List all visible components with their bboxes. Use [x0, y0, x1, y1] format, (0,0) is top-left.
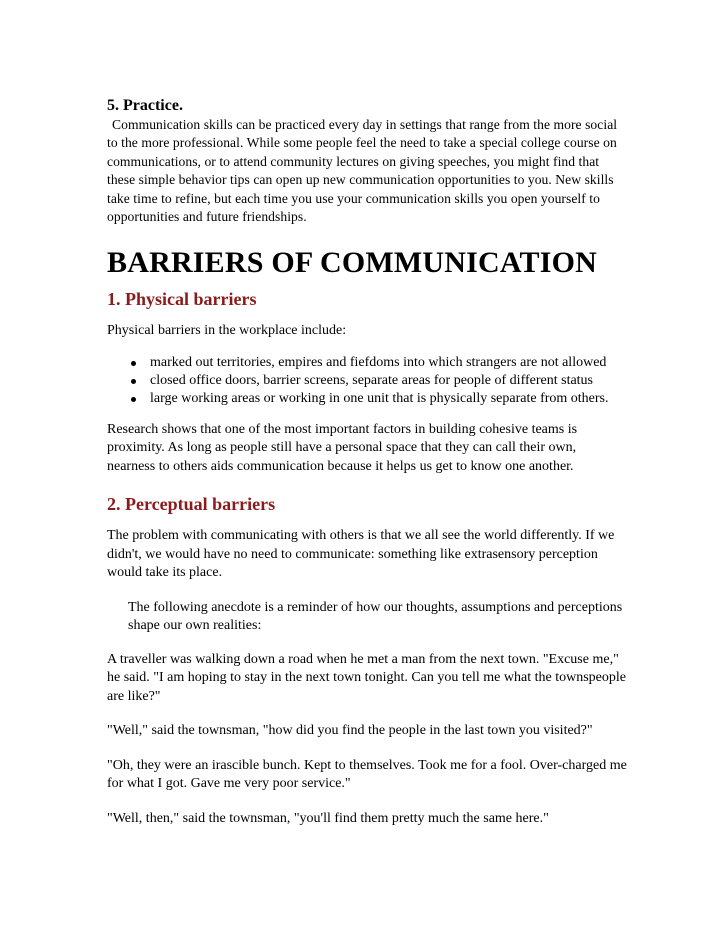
- list-item-text: marked out territories, empires and fiefdoms into which strangers are not allowed: [150, 354, 607, 370]
- story-paragraph: "Well," said the townsman, "how did you find the people in the last town you visited?": [107, 723, 593, 739]
- list-item-text: large working areas or working in one unit that is physically separate from others.: [150, 390, 609, 406]
- list-item: [125, 354, 627, 372]
- bullet-icon: [131, 379, 136, 384]
- barriers-title: BARRIERS OF COMMUNICATION: [107, 246, 598, 280]
- physical-barriers-intro: Physical barriers in the workplace include:: [107, 323, 347, 339]
- story-paragraph: "Well, then," said the townsman, "you'll find them pretty much the same here.": [107, 810, 549, 826]
- list-item-text: closed office doors, barrier screens, separate areas for people of different status: [150, 372, 594, 388]
- anecdote-intro-quote: The following anecdote is a reminder of how our thoughts, assumptions and perceptions shape our own realities:: [128, 599, 623, 634]
- story-paragraph: A traveller was walking down a road when he met a man from the next town. "Excuse me," he said. "I am hoping to stay in the next town tonight. Can you tell me what the townspeople are like?": [107, 651, 626, 704]
- perceptual-barriers-heading: 2. Perceptual barriers: [107, 494, 276, 515]
- physical-barriers-list: [107, 354, 627, 408]
- document-page: [107, 96, 627, 828]
- perceptual-barriers-intro: The problem with communicating with others is that we all see the world differently. If we didn't, we would have no need to communicate: something like extrasensory perception would take its place.: [107, 528, 615, 581]
- bullet-icon: [131, 361, 136, 366]
- list-item: [125, 390, 627, 408]
- physical-barriers-heading: 1. Physical barriers: [107, 289, 257, 310]
- physical-barriers-research: Research shows that one of the most important factors in building cohesive teams is proximity. As long as people still have a personal space that they can call their own, nearness to others aids communication because it helps us get to know one another.: [107, 421, 578, 474]
- practice-paragraph: Communication skills can be practiced every day in settings that range from the more social to the more professional. While some people feel the need to take a special college course on communications, or to attend community lectures on giving speeches, you might find that these simple behavior tips can open up new communication opportunities to you. New skills take time to refine, but each time you use your communication skills you open yourself to opportunities and future friendships.: [107, 117, 618, 225]
- list-item: [125, 372, 627, 390]
- practice-heading: 5. Practice.: [107, 97, 183, 114]
- bullet-icon: [131, 397, 136, 402]
- story-paragraph: "Oh, they were an irascible bunch. Kept to themselves. Took me for a fool. Over-charged me for what I got. Gave me very poor service.": [107, 757, 627, 792]
